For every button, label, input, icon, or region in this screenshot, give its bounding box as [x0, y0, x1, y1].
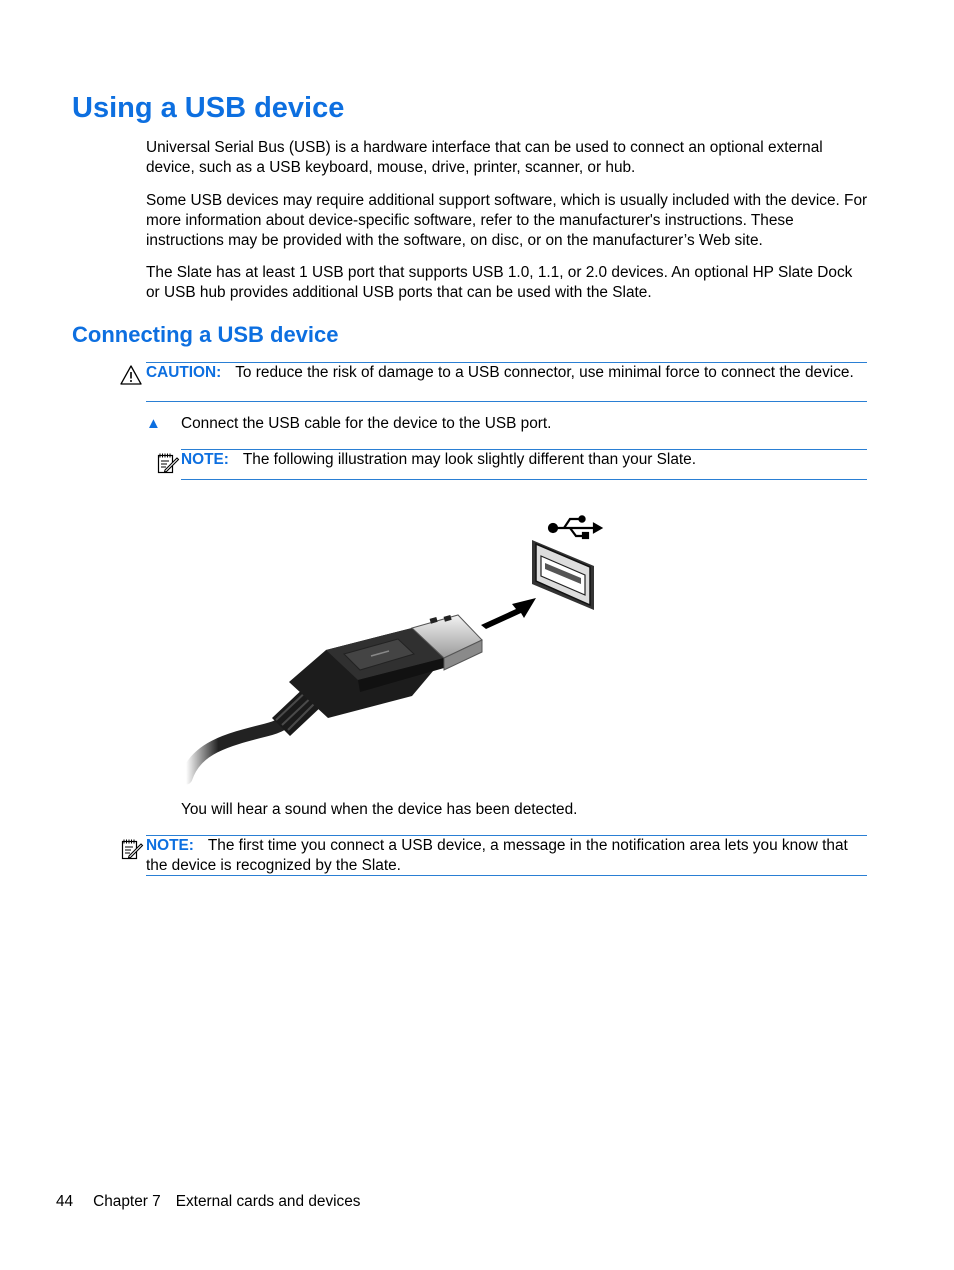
note-icon — [156, 451, 180, 475]
usb-symbol-icon — [549, 516, 601, 538]
caution-notice — [146, 362, 867, 402]
instruction-step — [146, 414, 551, 434]
first-time-note — [146, 835, 867, 876]
note-label: NOTE: — [181, 451, 229, 468]
note-text: The first time you connect a USB device, a message in the notification area lets you know that the device is recognized by the Slate. — [146, 837, 848, 874]
note-icon — [120, 837, 144, 861]
usb-port — [532, 540, 594, 610]
usb-connection-illustration — [176, 508, 616, 798]
page-number: 44 — [56, 1193, 74, 1210]
caution-icon — [120, 364, 142, 386]
insert-arrow-icon — [481, 598, 536, 629]
chapter-number: Chapter 7 — [93, 1193, 161, 1210]
intro-paragraph-2: Some USB devices may require additional support software, which is usually included with the device. For more information about device-specific software, refer to the manufacturer's instructions. These instructions may be provided with the software, on disc, or on the manufacturer’s Web site. — [146, 192, 868, 249]
step-bullet-icon: ▲ — [146, 415, 161, 432]
note-label: NOTE: — [146, 837, 194, 854]
caution-label: CAUTION: — [146, 364, 222, 381]
note-text: The following illustration may look slightly different than your Slate. — [242, 451, 697, 468]
intro-paragraph-1: Universal Serial Bus (USB) is a hardware interface that can be used to connect an optional external device, such as a USB keyboard, mouse, drive, printer, scanner, or hub. — [146, 139, 823, 176]
intro-paragraph-3: The Slate has at least 1 USB port that supports USB 1.0, 1.1, or 2.0 devices. An optional HP Slate Dock or USB hub provides additional USB ports that can be used with the Slate. — [146, 264, 853, 301]
step-text: Connect the USB cable for the device to the USB port. — [181, 415, 552, 432]
page-footer — [56, 1192, 361, 1212]
section-title: Connecting a USB device — [72, 322, 339, 347]
chapter-title: External cards and devices — [175, 1193, 361, 1210]
illustration-note — [181, 449, 867, 480]
detection-sound-text: You will hear a sound when the device has been detected. — [181, 801, 578, 818]
usb-plug — [289, 615, 482, 718]
page-title: Using a USB device — [72, 92, 345, 124]
caution-text: To reduce the risk of damage to a USB connector, use minimal force to connect the device. — [235, 364, 854, 381]
